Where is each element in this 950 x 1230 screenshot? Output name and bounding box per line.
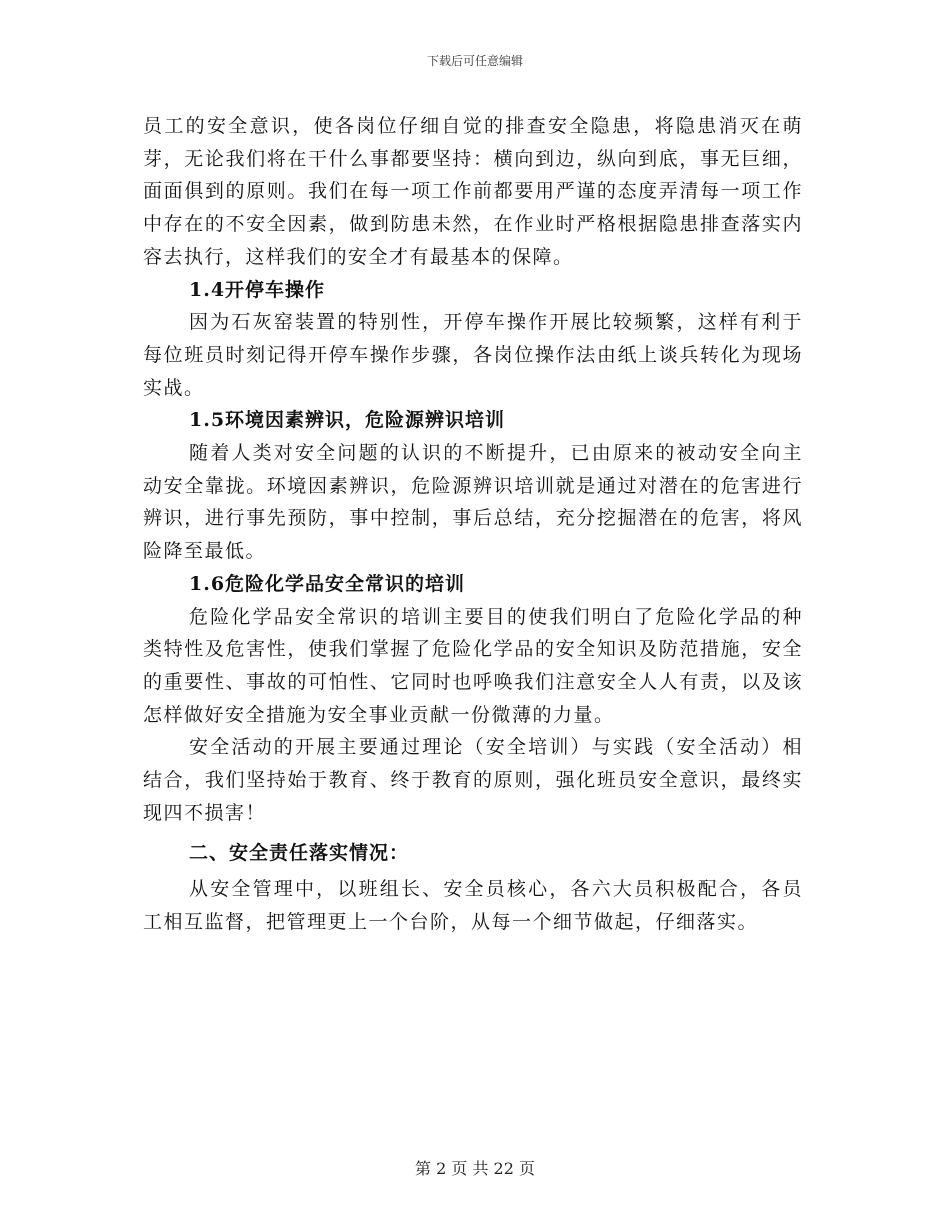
page-number: 第 2 页 共 22 页 <box>415 1159 535 1178</box>
summary-paragraph: 安全活动的开展主要通过理论（安全培训）与实践（安全活动）相结合，我们坚持始于教育、终于教育的原则，强化班员安全意识，最终实现四不损害！ <box>143 736 803 824</box>
paragraph-section-2: 从安全管理中，以班组长、安全员核心，各六大员积极配合，各员工相互监督，把管理更上一个台阶，从每一个细节做起，仔细落实。 <box>143 878 803 933</box>
document-body <box>143 110 803 939</box>
heading-1-6: 1.6危险化学品安全常识的培训 <box>189 572 466 595</box>
page-header: 下载后可任意编辑 <box>426 54 523 68</box>
intro-paragraph: 员工的安全意识，使各岗位仔细自觉的排查安全隐患，将隐患消灭在萌芽，无论我们将在干什么事都要坚持：横向到边，纵向到底，事无巨细，面面俱到的原则。我们在每一项工作前都要用严谨的态度弄清每一项工作中存在的不安全因素，做到防患未然，在作业时严格根据隐患排查落实内容去执行，这样我们的安全才有最基本的保障。 <box>143 115 803 268</box>
heading-1-4: 1.4开停车操作 <box>189 278 326 301</box>
paragraph-1-5: 随着人类对安全问题的认识的不断提升，已由原来的被动安全向主动安全靠拢。环境因素辨识，危险源辨识培训就是通过对潜在的危害进行辨识，进行事先预防，事中控制，事后总结，充分挖掘潜在的危害，将风险降至最低。 <box>143 442 803 563</box>
paragraph-1-4: 因为石灰窑装置的特别性，开停车操作开展比较频繁，这样有利于每位班员时刻记得开停车操作步骤，各岗位操作法由纸上谈兵转化为现场实战。 <box>143 311 803 399</box>
paragraph-1-6: 危险化学品安全常识的培训主要目的使我们明白了危险化学品的种类特性及危害性，使我们掌握了危险化学品的安全知识及防范措施，安全的重要性、事故的可怕性、它同时也呼唤我们注意安全人人有责，以及该怎样做好安全措施为安全事业贡献一份微薄的力量。 <box>143 605 803 726</box>
heading-1-5: 1.5环境因素辨识，危险源辨识培训 <box>189 409 506 432</box>
heading-section-2: 二、安全责任落实情况： <box>189 842 410 865</box>
